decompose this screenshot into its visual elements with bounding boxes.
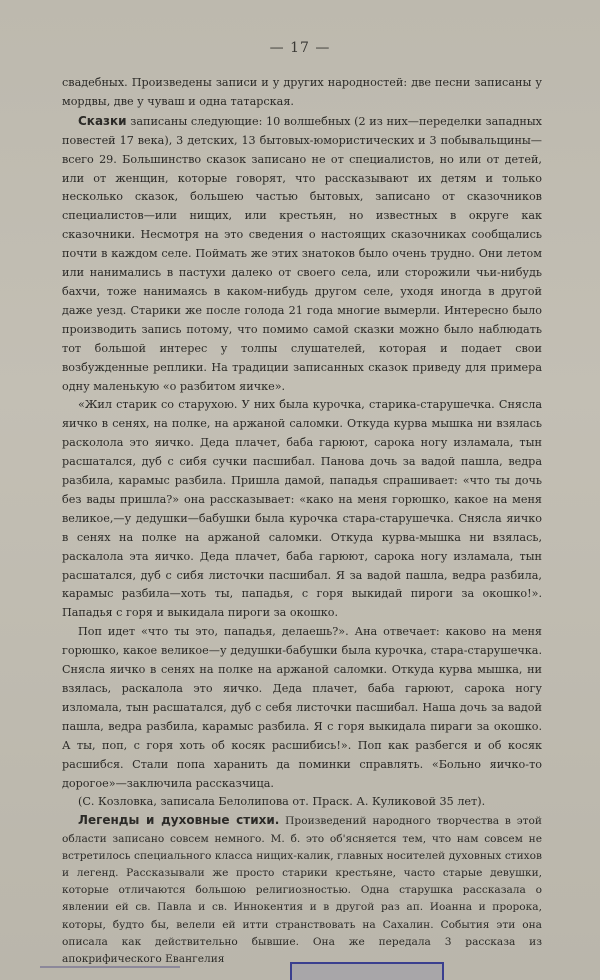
section-heading-legendy: Легенды и духовные стихи. bbox=[78, 813, 280, 828]
paragraph-tale-part2: Поп идет «что ты это, пападья, делаешь?». Ана отвечает: каково на меня горюшко, какое великое—у дедушки-бабушки была курочка, стара-старушечка. Снясла яичко в сенях на полке на аржаной саломки. Откуда курва мышка, ни взялась, раскалола это яичко. Деда плачет, баба гарюют, сарока ногу изломала, тын расшатался, дуб с себя листочки пасшибал. Наша дочь за вадой пашла, ведра разбила, карамыс разбила. Я с горя выкидала пираги за окошко. А ты, поп, с горя хоть об косяк расшибись!». Поп как разбегся и об косяк расшибся. Стали попа харанить да поминки справлять. «Больно яичко-то дорогое»—заключила рассказчица. bbox=[62, 625, 542, 790]
paragraph-skazki-text: записаны следующие: 10 волшебных (2 из них—переделки западных повестей 17 века), 3 детских, 13 бытовых-юмористических и 3 побывальщины—всего 29. Большинство сказок записано не от специалистов, но или от детей, или от женщин, которые говорят, что рассказывают их детям и только несколько сказок, большею частью бытовых, записано от сказочников специалистов—или нищих, или крестьян, но известных в округе как сказочники. Несмотря на это сведения о настоящих сказочниках сообщались почти в каждом селе. Поймать же этих знатоков было очень трудно. Они летом или нанимались в пастухи далеко от своего села, или сторожили чьи-нибудь бахчи, тоже нанимаясь в каком-нибудь другом селе, уходя иногда в другой даже уезд. Старики же после голода 21 года многие вымерли. Интересно было производить запись потому, что помимо самой сказки можно было наблюдать тот большой интерес у толпы слушателей, которая и подает свои возбужденные реплики. На традиции записанных сказок приведу для примера одну маленькую «о разбитом яичке». bbox=[62, 114, 542, 393]
paragraph-tale-part1: «Жил старик со старухою. У них была курочка, старика-старушечка. Снясла яичко в сенях, на полке, на аржаной саломки. Откуда курва мышка ни взялась расколола это яичко. Деда плачет, баба гарюют, сарока ногу изламала, тын расшатался, дуб с сибя сучки пасшибал. Панова дочь за вадой пашла, ведра разбила, карамыс разбила. Пришла дамой, пападья спрашивает: «что ты дочь без вады пришла?» она рассказывает: «како на меня горюшко, какое на меня великое,—у дедушки—бабушки была курочка стара-старушечка. Снясла яичко в сенях на полке на аржаной саломки. Откуда курва-мышка ни взялась, раскалола эта яичко. Деда плачет, баба гарюют, сарока ногу изламала, тын расшатался, дуб с сибя листочки пасшибал. Я за вадой пашла, ведра разбила, карамыс разбила—хоть ты, пападья, с горя выкидай пироги за окошко!». Пападья с горя и выкидала пироги за окошко. bbox=[62, 398, 542, 620]
section-heading-skazki: Сказки bbox=[78, 113, 127, 128]
paragraph-legendy bbox=[62, 812, 542, 968]
paragraph-intro: свадебных. Произведены записи и у других народностей: две песни записаны у мордвы, две у чуваш и одна татарская. bbox=[62, 76, 542, 108]
library-stamp-right bbox=[290, 962, 444, 980]
page-number: — 17 — bbox=[269, 40, 331, 56]
paragraph-source-note: (С. Козловка, записала Белолипова от. Праск. А. Куликовой 35 лет). bbox=[78, 795, 486, 809]
paragraph-skazki bbox=[62, 112, 542, 397]
page-text bbox=[62, 74, 542, 968]
paragraph-legendy-text: Произведений народного творчества в этой области записано совсем немного. М. б. это об'ясняется тем, что нам совсем не встретилось специального класса нищих-калик, главных носителей духовных стихов и легенд. Рассказывали же просто старики крестьяне, часто старые девушки, которые отличаются большою религиозностью. Одна старушка рассказала о явлении ей св. Павла и св. Иннокентия и в другой раз ап. Иоанна и пророка, которы, будто бы, велели ей итти странствовать на Сахалин. События эти она описала как действительно бывшие. Она же передала 3 рассказа из апокрифического Евангелия bbox=[62, 815, 542, 965]
library-stamp-left bbox=[40, 966, 180, 980]
